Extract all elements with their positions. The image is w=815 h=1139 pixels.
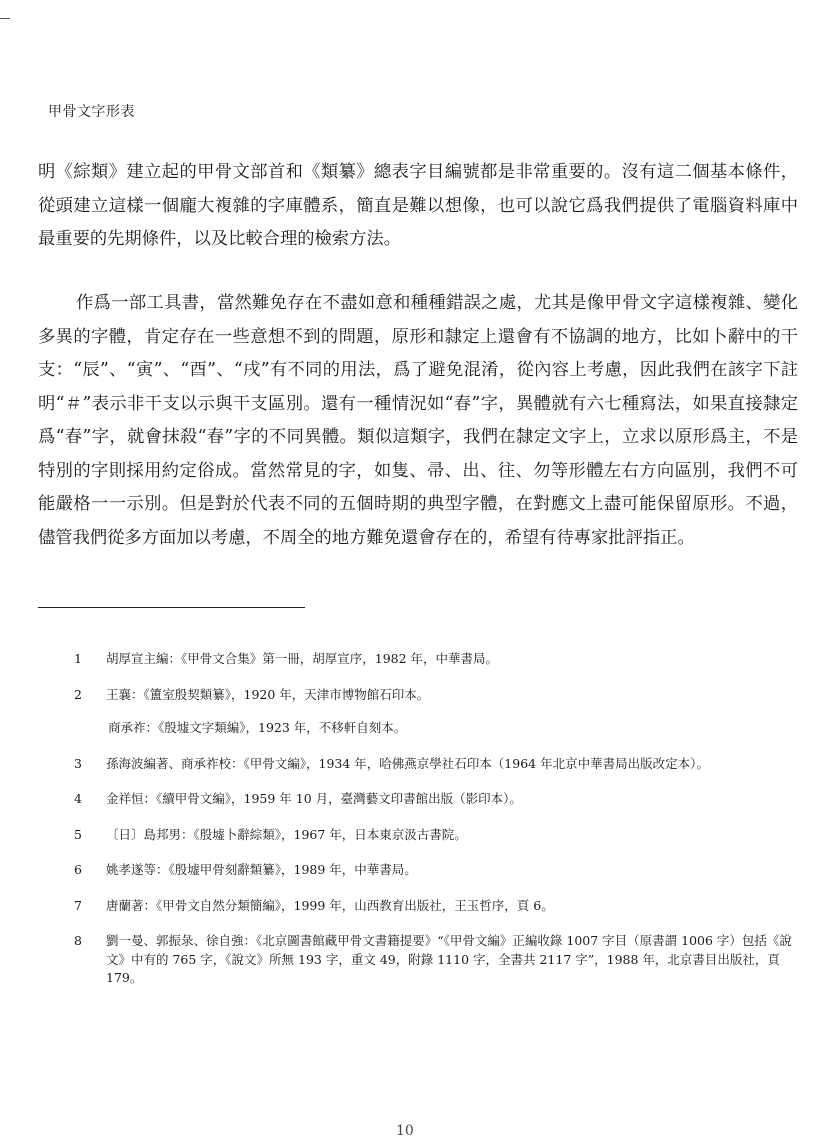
body-paragraph-1: 明《綜類》建立起的甲骨文部首和《類纂》總表字目編號都是非常重要的。沒有這二個基本條件，從頭建立這樣一個龐大複雜的字庫體系，簡直是難以想像，也可以說它爲我們提供了電腦資料庫中最重要的先期條件，以及比較合理的檢索方法。 — [38, 162, 798, 249]
page-number: 10 — [396, 1123, 414, 1139]
footnote-text: 商承祚：《殷墟文字類編》，1923 年，不移軒自刻本。 — [108, 720, 407, 735]
body-paragraph-2: 作爲一部工具書，當然難免存在不盡如意和種種錯誤之處，尤其是像甲骨文字這樣複雜、變化多異的字體，肯定存在一些意想不到的問題，原形和隸定上還會有不協調的地方，比如卜辭中的干支：“辰”、“寅”、“酉”、“戌”有不同的用法，爲了避免混淆，從內容上考慮，因此我們在該字下註明“＃”表示非干支以示與干支區別。還有一種情況如“春”字，異體就有六七種寫法，如果直接隸定爲“春”字，就會抹殺“春”字的不同異體。類似這類字，我們在隸定文字上，立求以原形爲主，不是特別的字則採用約定俗成。當然常見的字，如隻、帚、出、往、勿等形體左右方向區別，我們不可能嚴格一一示別。但是對於代表不同的五個時期的典型字體，在對應文上盡可能保留原形。不過，儘管我們從多方面加以考慮，不周全的地方難免還會存在的，希望有待專家批評指正。 — [38, 293, 798, 548]
footnote-number: 6 — [74, 862, 82, 877]
footnote-text: 胡厚宣主編：《甲骨文合集》第一冊，胡厚宣序，1982 年，中華書局。 — [106, 651, 499, 666]
footnote-text: 王襄：《簠室殷契類纂》，1920 年，天津市博物館石印本。 — [106, 686, 430, 702]
footnote-text: 金祥恒：《續甲骨文編》，1959 年 10 月，臺灣藝文印書館出版（影印本）。 — [106, 791, 522, 806]
corner-mark — [0, 18, 10, 19]
footnote-item — [0, 932, 815, 988]
footnote-text: 唐蘭著：《甲骨文自然分類簡編》，1999 年，山西教育出版社，王玉哲序，頁 6。 — [106, 897, 554, 913]
footnote-number: 2 — [74, 686, 82, 702]
footnote-item — [0, 790, 815, 809]
footnote-item — [0, 861, 815, 880]
footnote-number: 3 — [74, 755, 82, 771]
footnote-item — [0, 897, 815, 916]
running-header: 甲骨文字形表 — [48, 104, 135, 120]
footnote-number: 8 — [74, 933, 82, 948]
footnote-item — [0, 650, 815, 669]
footnote-item — [0, 826, 815, 845]
footnote-text: 孫海波編著、商承祚校：《甲骨文編》，1934 年，哈佛燕京學社石印本（1964 年北京中華書局出版改定本）。 — [106, 755, 709, 771]
footnote-separator — [38, 607, 305, 608]
footnote-number: 5 — [74, 826, 82, 842]
footnote-number: 4 — [74, 791, 82, 806]
footnote-item — [0, 719, 815, 738]
footnote-list — [0, 650, 815, 1005]
footnote-item — [0, 686, 815, 705]
footnote-text: 〔日〕島邦男：《殷墟卜辭綜類》，1967 年，日本東京汲古書院。 — [106, 826, 467, 842]
footnote-number: 7 — [74, 897, 82, 913]
footnote-number: 1 — [74, 651, 82, 666]
footnote-text: 姚孝遂等：《殷墟甲骨刻辭類纂》，1989 年，中華書局。 — [106, 862, 417, 877]
footnote-text: 劉一曼、郭振彔、徐自強：《北京圖書館藏甲骨文書籍提要》“《甲骨文編》正編收錄 1007 字目（原書謂 1006 字）包括《說文》中有的 765 字，《說文》所無 193 字，重文 49，附錄 1110 字，全書共 2117 字”，1988 年，北京書目出版社，頁 179。 — [106, 933, 792, 985]
footnote-item — [0, 755, 815, 774]
